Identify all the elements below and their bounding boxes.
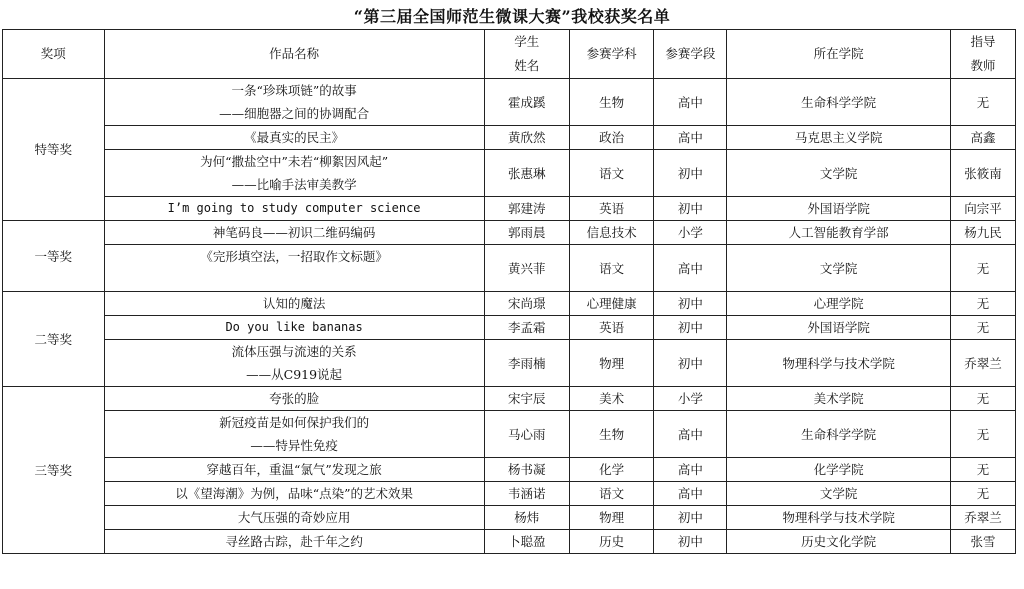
document-title: “第三届全国师范生微课大赛”我校获奖名单 bbox=[353, 7, 671, 26]
header-stage: 参赛学段 bbox=[654, 30, 727, 79]
work-title-line: Do you like bananas bbox=[225, 320, 363, 334]
teacher-cell: 无 bbox=[950, 411, 1015, 458]
work-title-cell bbox=[104, 387, 484, 411]
subject-cell: 语文 bbox=[569, 482, 653, 506]
table-row bbox=[3, 506, 1016, 530]
subject-cell: 心理健康 bbox=[569, 292, 653, 316]
student-name-cell: 李孟霜 bbox=[484, 316, 569, 340]
work-title-cell bbox=[104, 482, 484, 506]
award-level-cell: 一等奖 bbox=[3, 221, 105, 292]
college-cell: 文学院 bbox=[727, 245, 951, 292]
stage-cell: 高中 bbox=[654, 126, 727, 150]
table-row bbox=[3, 292, 1016, 316]
stage-cell: 初中 bbox=[654, 292, 727, 316]
subject-cell: 物理 bbox=[569, 340, 653, 387]
work-title-line: 为何“撒盐空中”未若“柳絮因风起” bbox=[200, 154, 389, 169]
teacher-cell: 乔翠兰 bbox=[950, 506, 1015, 530]
college-cell: 文学院 bbox=[727, 150, 951, 197]
stage-cell: 高中 bbox=[654, 482, 727, 506]
college-cell: 外国语学院 bbox=[727, 197, 951, 221]
table-body bbox=[3, 79, 1016, 554]
table-row bbox=[3, 79, 1016, 126]
header-subject: 参赛学科 bbox=[569, 30, 653, 79]
stage-cell: 高中 bbox=[654, 245, 727, 292]
header-student bbox=[484, 30, 569, 79]
student-name-cell: 宋尚璟 bbox=[484, 292, 569, 316]
award-level-cell: 特等奖 bbox=[3, 79, 105, 221]
work-title-cell bbox=[104, 221, 484, 245]
work-title-line: 认知的魔法 bbox=[262, 296, 326, 311]
table-row bbox=[3, 482, 1016, 506]
subject-cell: 生物 bbox=[569, 79, 653, 126]
header-award: 奖项 bbox=[3, 30, 105, 79]
student-name-cell: 杨书凝 bbox=[484, 458, 569, 482]
teacher-cell: 无 bbox=[950, 79, 1015, 126]
header-teacher-line2: 教师 bbox=[970, 58, 996, 73]
work-title-line: ——比喻手法审美教学 bbox=[231, 177, 357, 192]
work-title-cell bbox=[104, 150, 484, 197]
table-row bbox=[3, 150, 1016, 197]
work-title-cell bbox=[104, 79, 484, 126]
work-title-cell bbox=[104, 506, 484, 530]
work-title-cell bbox=[104, 316, 484, 340]
header-teacher bbox=[950, 30, 1015, 79]
work-title-line: 大气压强的奇妙应用 bbox=[237, 510, 351, 525]
work-title-cell bbox=[104, 530, 484, 554]
work-title-line: 寻丝路古踪，赴千年之约 bbox=[225, 534, 363, 549]
subject-cell: 英语 bbox=[569, 197, 653, 221]
work-title-line: I’m going to study computer science bbox=[167, 201, 421, 215]
awards-table bbox=[2, 29, 1016, 554]
work-title-line: 神笔码良——初识二维码编码 bbox=[212, 225, 376, 240]
stage-cell: 小学 bbox=[654, 221, 727, 245]
teacher-cell: 无 bbox=[950, 387, 1015, 411]
college-cell: 生命科学学院 bbox=[727, 79, 951, 126]
table-row bbox=[3, 245, 1016, 292]
work-title-line: 一条“珍珠项链”的故事 bbox=[231, 83, 357, 98]
work-title-line: 《最真实的民主》 bbox=[244, 130, 345, 145]
student-name-cell: 郭建涛 bbox=[484, 197, 569, 221]
work-title-line: 穿越百年，重温“氯气”发现之旅 bbox=[206, 462, 382, 477]
subject-cell: 信息技术 bbox=[569, 221, 653, 245]
work-title-line: 流体压强与流速的关系 bbox=[231, 344, 357, 359]
teacher-cell: 无 bbox=[950, 292, 1015, 316]
header-work: 作品名称 bbox=[104, 30, 484, 79]
teacher-cell: 向宗平 bbox=[950, 197, 1015, 221]
header-teacher-line1: 指导 bbox=[970, 34, 996, 49]
table-header-row bbox=[3, 30, 1016, 79]
student-name-cell: 卜聪盈 bbox=[484, 530, 569, 554]
subject-cell: 物理 bbox=[569, 506, 653, 530]
student-name-cell: 黄兴菲 bbox=[484, 245, 569, 292]
work-title-line bbox=[107, 268, 482, 291]
header-student-line2: 姓名 bbox=[514, 58, 540, 73]
college-cell: 马克思主义学院 bbox=[727, 126, 951, 150]
subject-cell: 语文 bbox=[569, 245, 653, 292]
stage-cell: 初中 bbox=[654, 340, 727, 387]
teacher-cell: 无 bbox=[950, 316, 1015, 340]
teacher-cell: 无 bbox=[950, 458, 1015, 482]
stage-cell: 初中 bbox=[654, 506, 727, 530]
award-level-cell: 三等奖 bbox=[3, 387, 105, 554]
table-row bbox=[3, 340, 1016, 387]
college-cell: 历史文化学院 bbox=[727, 530, 951, 554]
college-cell: 外国语学院 bbox=[727, 316, 951, 340]
header-student-line1: 学生 bbox=[514, 34, 540, 49]
college-cell: 化学学院 bbox=[727, 458, 951, 482]
work-title-cell bbox=[104, 245, 484, 292]
stage-cell: 初中 bbox=[654, 530, 727, 554]
teacher-cell: 张雪 bbox=[950, 530, 1015, 554]
table-row bbox=[3, 458, 1016, 482]
student-name-cell: 李雨楠 bbox=[484, 340, 569, 387]
student-name-cell: 韦涵诺 bbox=[484, 482, 569, 506]
award-level-cell: 二等奖 bbox=[3, 292, 105, 387]
college-cell: 美术学院 bbox=[727, 387, 951, 411]
student-name-cell: 宋宇辰 bbox=[484, 387, 569, 411]
stage-cell: 高中 bbox=[654, 411, 727, 458]
student-name-cell: 霍成蹊 bbox=[484, 79, 569, 126]
work-title-cell bbox=[104, 126, 484, 150]
work-title-line: ——从C919说起 bbox=[246, 367, 343, 382]
college-cell: 生命科学学院 bbox=[727, 411, 951, 458]
subject-cell: 英语 bbox=[569, 316, 653, 340]
work-title-line: ——特异性免疫 bbox=[250, 438, 338, 453]
table-row bbox=[3, 411, 1016, 458]
table-row bbox=[3, 387, 1016, 411]
teacher-cell: 无 bbox=[950, 482, 1015, 506]
student-name-cell: 黄欣然 bbox=[484, 126, 569, 150]
subject-cell: 语文 bbox=[569, 150, 653, 197]
work-title-cell bbox=[104, 340, 484, 387]
work-title-cell bbox=[104, 292, 484, 316]
student-name-cell: 郭雨晨 bbox=[484, 221, 569, 245]
teacher-cell: 张筱南 bbox=[950, 150, 1015, 197]
subject-cell: 历史 bbox=[569, 530, 653, 554]
student-name-cell: 杨炜 bbox=[484, 506, 569, 530]
subject-cell: 美术 bbox=[569, 387, 653, 411]
teacher-cell: 杨九民 bbox=[950, 221, 1015, 245]
work-title-line: 新冠疫苗是如何保护我们的 bbox=[219, 415, 370, 430]
college-cell: 物理科学与技术学院 bbox=[727, 340, 951, 387]
work-title-line: 《完形填空法，一招取作文标题》 bbox=[200, 249, 388, 264]
work-title-cell bbox=[104, 411, 484, 458]
college-cell: 文学院 bbox=[727, 482, 951, 506]
stage-cell: 高中 bbox=[654, 79, 727, 126]
work-title-cell bbox=[104, 197, 484, 221]
teacher-cell: 高鑫 bbox=[950, 126, 1015, 150]
work-title-line: 夸张的脸 bbox=[269, 391, 320, 406]
subject-cell: 政治 bbox=[569, 126, 653, 150]
table-row bbox=[3, 221, 1016, 245]
work-title-cell bbox=[104, 458, 484, 482]
college-cell: 人工智能教育学部 bbox=[727, 221, 951, 245]
stage-cell: 初中 bbox=[654, 316, 727, 340]
student-name-cell: 张惠琳 bbox=[484, 150, 569, 197]
work-title-line: 以《望海潮》为例，品味“点染”的艺术效果 bbox=[175, 486, 413, 501]
subject-cell: 化学 bbox=[569, 458, 653, 482]
college-cell: 物理科学与技术学院 bbox=[727, 506, 951, 530]
teacher-cell: 无 bbox=[950, 245, 1015, 292]
table-row bbox=[3, 316, 1016, 340]
table-row bbox=[3, 197, 1016, 221]
header-college: 所在学院 bbox=[727, 30, 951, 79]
student-name-cell: 马心雨 bbox=[484, 411, 569, 458]
table-row bbox=[3, 530, 1016, 554]
college-cell: 心理学院 bbox=[727, 292, 951, 316]
work-title-line: ——细胞器之间的协调配合 bbox=[219, 106, 370, 121]
table-row bbox=[3, 126, 1016, 150]
stage-cell: 高中 bbox=[654, 458, 727, 482]
stage-cell: 初中 bbox=[654, 150, 727, 197]
stage-cell: 初中 bbox=[654, 197, 727, 221]
teacher-cell: 乔翠兰 bbox=[950, 340, 1015, 387]
subject-cell: 生物 bbox=[569, 411, 653, 458]
stage-cell: 小学 bbox=[654, 387, 727, 411]
